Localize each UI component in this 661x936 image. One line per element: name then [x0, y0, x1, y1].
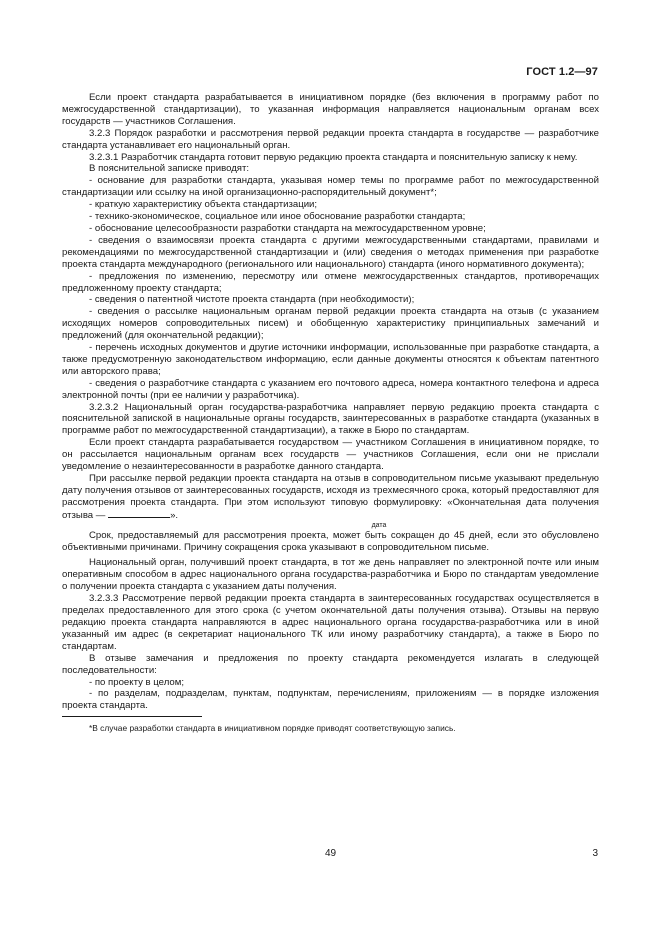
sheet-number: 3	[592, 848, 598, 859]
paragraph-text: При рассылке первой редакции проекта стандарта на отзыв в сопроводительном письме указывают предельную дату получения отзывов от заинтересованных государств, исходя из трехмесячного срока, который предоставляют для рассмотрения проекта стандарта. При этом используют типовую формулировку: «Окончательная дата получения отзыва —	[62, 473, 599, 521]
list-item: - сведения о взаимосвязи проекта стандарта с другими межгосударственными стандартами, правилами и рекомендациями по межгосударственной стандартизации и (или) сведения о методах применения при разработке проекта стандарта международного (регионального или национального) стандарта (иного нормативного документа);	[62, 234, 599, 270]
list-item: - по проекту в целом;	[89, 676, 184, 688]
list-item: - предложения по изменению, пересмотру или отмене межгосударственных стандартов, противоречащих предложенному проекту стандарта;	[62, 270, 599, 294]
list-item: - сведения о рассылке национальным органам первой редакции проекта стандарта на отзыв (с указанием исходящих номеров сопроводительных писем) и обобщенную характеристику принципиальных замечаний и предложений (для окончательной редакции);	[62, 306, 599, 342]
list-item: - сведения о разработчике стандарта с указанием его почтового адреса, номера контактного телефона и адреса электронной почты (при ее наличии у разработчика).	[62, 377, 599, 401]
paragraph: 3.2.3.1 Разработчик стандарта готовит первую редакцию проекта стандарта и пояснительную записку к нему.	[89, 151, 578, 163]
list-item: - основание для разработки стандарта, указывая номер темы по программе работ по межгосударственной стандартизации или ссылку на иной организационно-распорядительный документ*;	[62, 175, 599, 199]
list-item: - краткую характеристику объекта стандартизации;	[89, 199, 318, 211]
paragraph: Если проект стандарта разрабатывается государством — участником Соглашения в инициативном порядке, то он рассылается национальным органам всех государств — участников Соглашения, если они не прислали уведомление о незаинтересованности в разработке данного стандарта.	[62, 437, 599, 473]
form-suffix: ».	[170, 509, 179, 521]
paragraph: Срок, предоставляемый для рассмотрения проекта, может быть сокращен до 45 дней, если это обусловлено объективными причинами. Причину сокращения срока указывают в сопроводительном письме.	[62, 529, 599, 553]
paragraph: В отзыве замечания и предложения по проекту стандарта рекомендуется излагать в следующей последовательности:	[62, 652, 599, 676]
paragraph: Если проект стандарта разрабатывается в инициативном порядке (без включения в программу работ по межгосударственной стандартизации), то указанная информация направляется национальным органам всех государств — участников Соглашения.	[62, 92, 599, 127]
list-item: - технико-экономическое, социальное или иное обоснование разработки стандарта;	[89, 211, 466, 223]
document-body	[62, 92, 599, 734]
paragraph: В пояснительной записке приводят:	[89, 163, 250, 175]
list-item: - по разделам, подразделам, пунктам, подпунктам, перечислениям, приложениям — в порядке изложения проекта стандарта.	[62, 688, 599, 712]
paragraph: Национальный орган, получивший проект стандарта, в тот же день направляет по электронной почте или иным оперативным способом в адрес национального органа государства-разработчика и Бюро по стандартам уведомление о получении проекта стандарта с указанием даты получения.	[62, 557, 599, 593]
document-code: ГОСТ 1.2—97	[526, 66, 598, 78]
blank-date-line	[108, 509, 170, 518]
paragraph: 3.2.3 Порядок разработки и рассмотрения первой редакции проекта стандарта в государстве — разработчике стандарта устанавливает его национальный орган.	[62, 127, 599, 151]
footnote-divider	[62, 716, 202, 717]
page-number: 49	[324, 848, 337, 859]
date-caption: дата	[371, 521, 387, 529]
paragraph: 3.2.3.3 Рассмотрение первой редакции проекта стандарта в заинтересованных государствах осуществляется в пределах предоставленного для этого срока (с учетом окончательной даты получения отзыва). Отзывы на первую редакцию проекта стандарта направляются в адрес национального органа государства-разработчика или в иной указанный им адрес (в секретариат национального ТК или иному разработчику стандарта), а также в Бюро по стандартам.	[62, 593, 599, 652]
paragraph	[62, 473, 599, 522]
list-item: - сведения о патентной чистоте проекта стандарта (при необходимости);	[89, 294, 415, 306]
paragraph: 3.2.3.2 Национальный орган государства-разработчика направляет первую редакцию проекта стандарта с пояснительной запиской в национальные органы государств, заинтересованных в разработке стандарта (указанных в программе работ по межгосударственной стандартизации), а также в Бюро по стандартам.	[62, 401, 599, 437]
footnote: *В случае разработки стандарта в инициативном порядке приводят соответствующую запись.	[89, 723, 456, 734]
list-item: - перечень исходных документов и другие источники информации, использованные при разработке стандарта, а также предусмотренную законодательством информацию, если данные документы относятся к объектам патентного или авторского права;	[62, 342, 599, 377]
list-item: - обоснование целесообразности разработки стандарта на межгосударственном уровне;	[89, 222, 486, 234]
